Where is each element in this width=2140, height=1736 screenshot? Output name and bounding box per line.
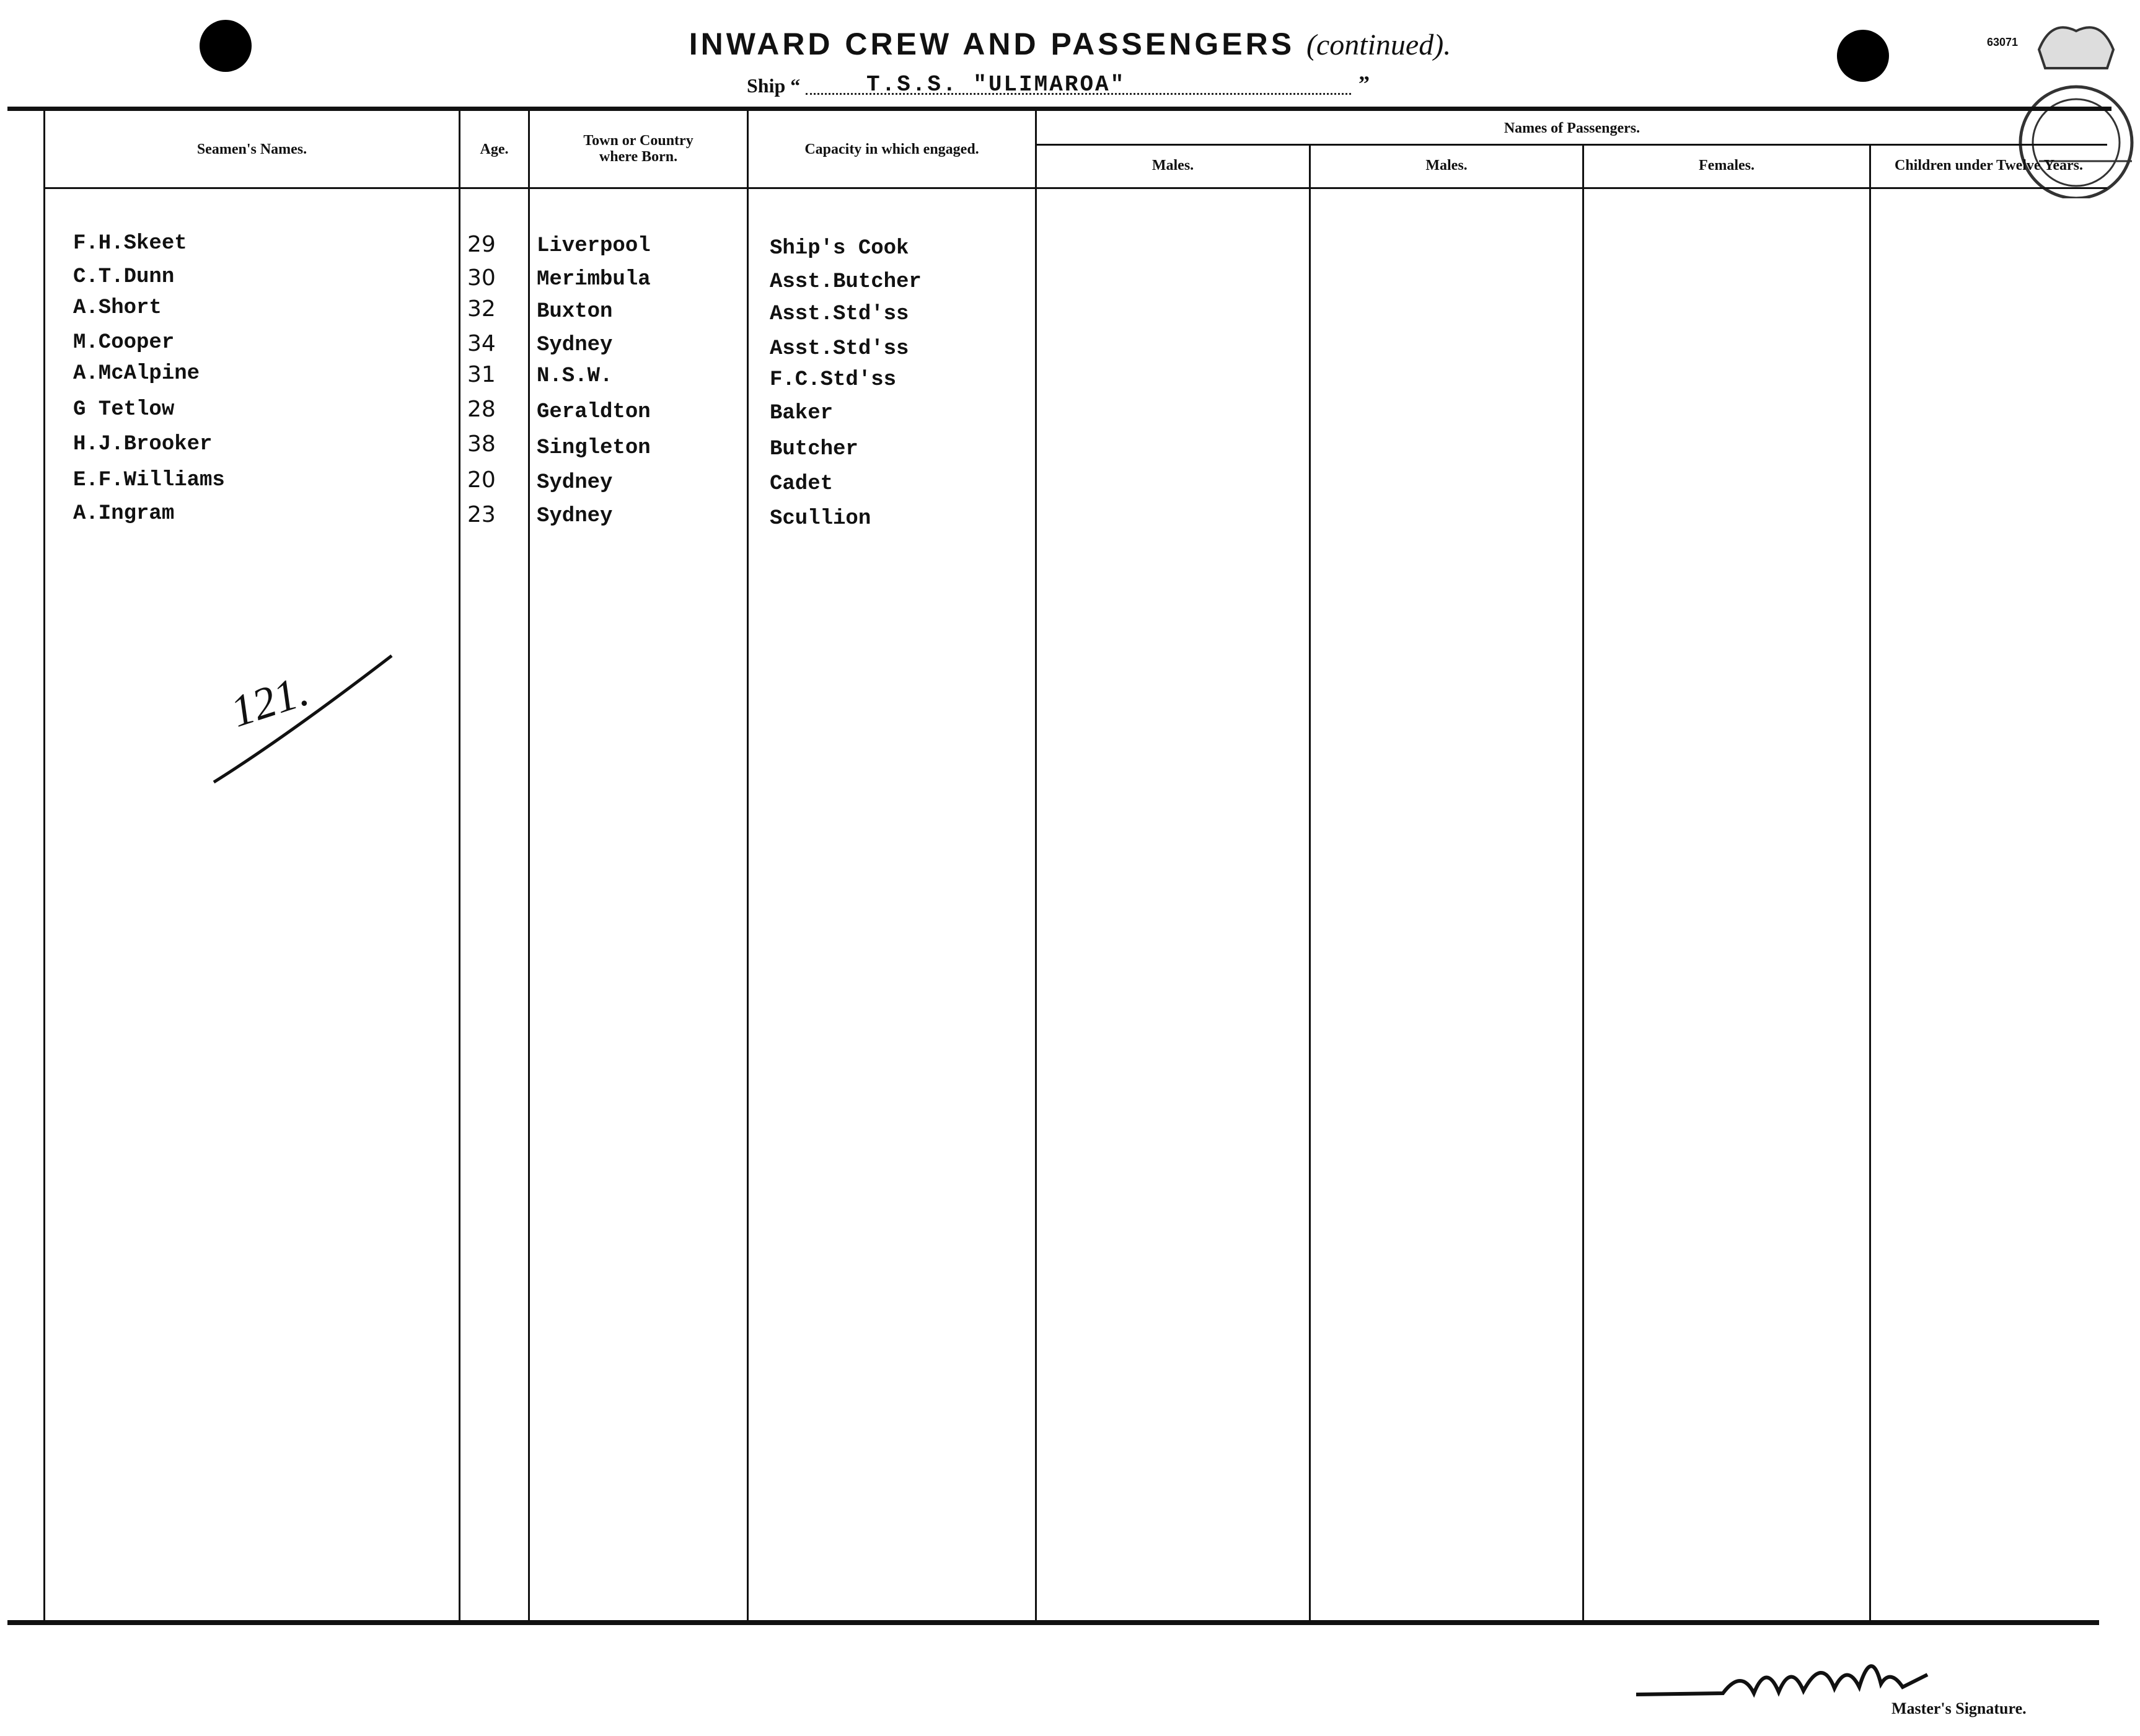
crew-age: 34 (467, 331, 496, 356)
crew-capacity: Butcher (770, 438, 858, 461)
page-title (0, 26, 2140, 62)
col-line-names-age (459, 110, 460, 1620)
ship-label: Ship “ (747, 74, 801, 97)
crew-birthplace: Geraldton (537, 400, 651, 424)
title-continued: (continued). (1306, 29, 1451, 61)
crew-name: F.H.Skeet (73, 232, 187, 255)
header-males-2: Males. (1425, 157, 1468, 174)
crew-age: 28 (467, 397, 496, 422)
header-passengers: Names of Passengers. (1504, 120, 1640, 136)
col-line-age-town (528, 110, 530, 1620)
crew-birthplace: Sydney (537, 471, 613, 495)
crew-age: 32 (467, 296, 496, 322)
crew-name: G Tetlow (73, 398, 175, 421)
handwritten-count: 121. (224, 665, 315, 737)
title-main: INWARD CREW AND PASSENGERS (689, 27, 1295, 61)
col-line-females-children (1869, 146, 1871, 1620)
crew-name: M.Cooper (73, 331, 175, 355)
crew-birthplace: Sydney (537, 504, 613, 528)
ship-name: T.S.S. "ULIMAROA" (866, 72, 1126, 97)
masters-signature-handwritten (1729, 1659, 1810, 1690)
passenger-subheader-line (1035, 144, 2107, 146)
crew-age: 38 (467, 431, 496, 457)
crew-capacity: Cadet (770, 472, 834, 496)
crew-age: 29 (467, 232, 496, 257)
annotation-stroke (211, 651, 397, 787)
crew-name: C.T.Dunn (73, 265, 175, 289)
table-bottom-border (7, 1620, 2099, 1625)
col-line-males-females (1582, 146, 1584, 1620)
header-town-line2: where Born. (599, 149, 678, 165)
crew-age: 20 (467, 467, 496, 493)
crew-age: 23 (467, 502, 496, 527)
col-line-capacity-males (1035, 110, 1037, 1620)
crew-capacity: Baker (770, 402, 834, 425)
header-children: Children under Twelve Years. (1894, 157, 2084, 174)
crew-capacity: Asst.Butcher (770, 270, 922, 294)
crew-birthplace: Buxton (537, 300, 613, 324)
crew-birthplace: Singleton (537, 436, 651, 460)
col-line-town-capacity (747, 110, 749, 1620)
table-top-border (7, 107, 2111, 111)
crew-name: A.McAlpine (73, 362, 200, 386)
header-age: Age. (480, 141, 509, 157)
crew-name: A.Short (73, 296, 162, 320)
header-divider (43, 187, 2107, 189)
col-line-males-males (1309, 146, 1311, 1620)
header-males-1: Males. (1151, 157, 1194, 174)
crew-capacity: Scullion (770, 507, 871, 531)
header-seamens-names: Seamen's Names. (196, 141, 307, 157)
form-number: 63071 (1987, 36, 2019, 48)
crew-birthplace: Liverpool (537, 234, 651, 258)
masters-signature-label: Master's Signature. (1891, 1699, 2027, 1717)
crew-birthplace: N.S.W. (537, 364, 613, 388)
crew-birthplace: Sydney (537, 333, 613, 357)
header-capacity: Capacity in which engaged. (804, 141, 979, 157)
crew-capacity: F.C.Std'ss (770, 368, 897, 392)
crew-capacity: Asst.Std'ss (770, 302, 909, 326)
ship-close-quote: ” (1358, 71, 1370, 96)
header-town-line1: Town or Country (583, 133, 694, 149)
crew-name: H.J.Brooker (73, 433, 213, 456)
crew-age: 30 (467, 265, 496, 291)
header-town (530, 133, 747, 165)
crew-age: 31 (467, 362, 496, 387)
crew-birthplace: Merimbula (537, 268, 651, 291)
crew-capacity: Ship's Cook (770, 237, 909, 260)
crew-name: E.F.Williams (73, 469, 225, 492)
crew-name: A.Ingram (73, 502, 175, 526)
header-females: Females. (1699, 157, 1755, 174)
crew-capacity: Asst.Std'ss (770, 337, 909, 361)
col-line-left (43, 110, 45, 1620)
